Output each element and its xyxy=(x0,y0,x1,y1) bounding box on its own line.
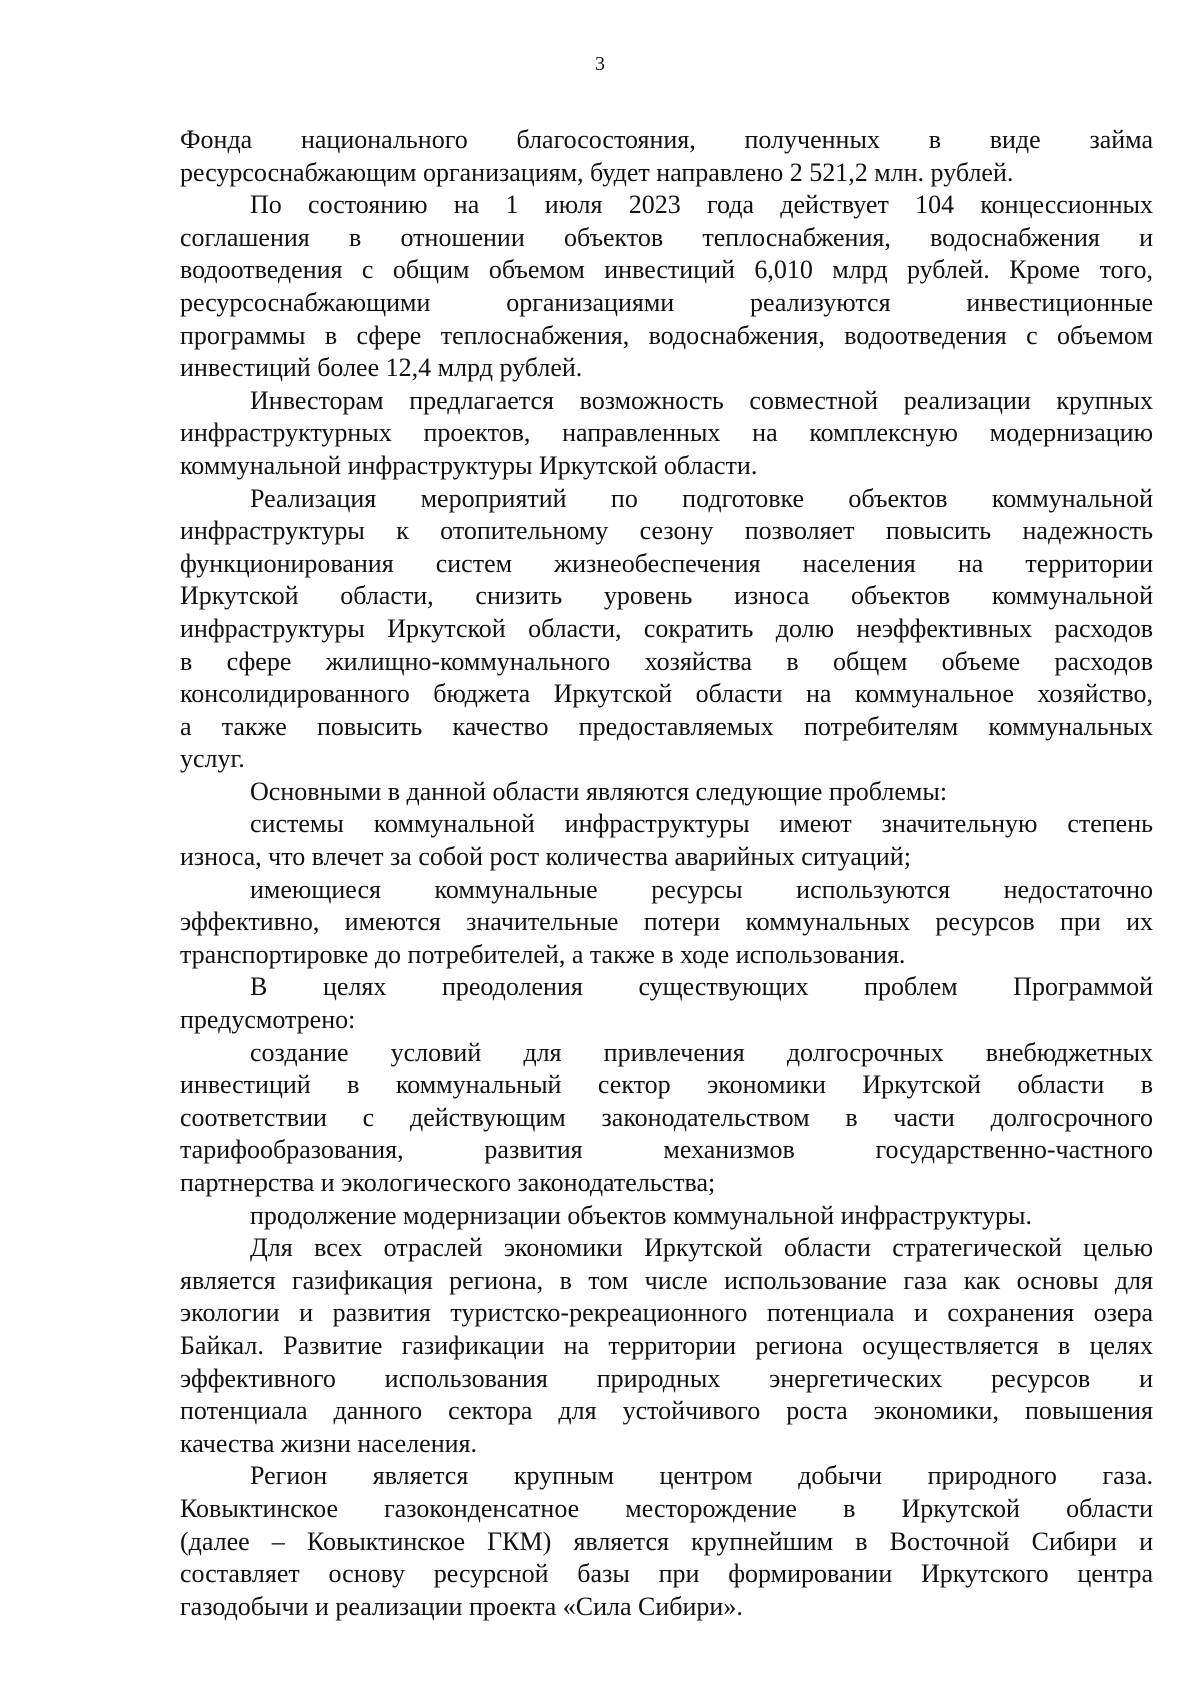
paragraph-line: потенциала данного сектора для устойчивого роста экономики, повышения xyxy=(180,1396,1153,1426)
paragraph-line: Байкал. Развитие газификации на территории региона осуществляется в целях xyxy=(180,1330,1153,1360)
paragraph-line: а также повысить качество предоставляемых потребителям коммунальных xyxy=(180,711,1153,741)
paragraph-line: экологии и развития туристско-рекреационного потенциала и сохранения озера xyxy=(180,1298,1153,1328)
paragraph-line: (далее – Ковыктинское ГКМ) является крупнейшим в Восточной Сибири и xyxy=(180,1526,1153,1556)
paragraph-line: соответствии с действующим законодательством в части долгосрочного xyxy=(180,1102,1153,1132)
paragraph-line: Инвесторам предлагается возможность совместной реализации крупных xyxy=(250,385,1153,415)
paragraph-line: эффективного использования природных энергетических ресурсов и xyxy=(180,1363,1153,1393)
paragraph-line: партнерства и экологического законодательства; xyxy=(180,1168,716,1197)
paragraph-line: Основными в данной области являются следующие проблемы: xyxy=(250,776,948,806)
paragraph-line: качества жизни населения. xyxy=(180,1428,478,1458)
paragraph-line: в сфере жилищно-коммунального хозяйства в общем объеме расходов xyxy=(180,646,1153,676)
paragraph-line: водоотведения с общим объемом инвестиций 6,010 млрд рублей. Кроме того, xyxy=(180,255,1153,285)
paragraph-line: коммунальной инфраструктуры Иркутской области. xyxy=(180,450,758,480)
paragraph xyxy=(180,483,1153,776)
paragraph-line: инфраструктуры Иркутской области, сократить долю неэффективных расходов xyxy=(180,613,1153,643)
paragraph-line: газодобычи и реализации проекта «Сила Сибири». xyxy=(180,1591,743,1621)
paragraph-line: Фонда национального благосостояния, полученных в виде займа xyxy=(180,125,1153,154)
paragraph-line: продолжение модернизации объектов коммунальной инфраструктуры. xyxy=(250,1200,1032,1230)
paragraph-line: услуг. xyxy=(180,744,245,774)
paragraph xyxy=(180,971,1153,1036)
paragraph-line: имеющиеся коммунальные ресурсы используются недостаточно xyxy=(250,874,1153,904)
paragraph-line: системы коммунальной инфраструктуры имеют значительную степень xyxy=(250,809,1153,839)
paragraph-line: транспортировке до потребителей, а также в ходе использования. xyxy=(180,939,906,969)
paragraph xyxy=(180,874,1153,972)
paragraph-line: функционирования систем жизнеобеспечения населения на территории xyxy=(180,548,1153,578)
document-body xyxy=(180,124,1153,1623)
paragraph-line: износа, что влечет за собой рост количества аварийных ситуаций; xyxy=(180,842,911,872)
paragraph xyxy=(180,1460,1153,1623)
paragraph-line: инвестиций более 12,4 млрд рублей. xyxy=(180,353,583,383)
paragraph-line: Регион является крупным центром добычи природного газа. xyxy=(250,1461,1153,1491)
paragraph-line: составляет основу ресурсной базы при формировании Иркутского центра xyxy=(180,1559,1153,1589)
paragraph xyxy=(180,808,1153,873)
paragraph xyxy=(180,1037,1153,1200)
paragraph-line: Иркутской области, снизить уровень износа объектов коммунальной xyxy=(180,581,1153,611)
paragraph xyxy=(180,124,1153,189)
paragraph-line: программы в сфере теплоснабжения, водоснабжения, водоотведения с объемом xyxy=(180,320,1153,350)
paragraph-line: ресурсоснабжающим организациям, будет направлено 2 521,2 млн. рублей. xyxy=(180,157,1014,187)
paragraph-line: предусмотрено: xyxy=(180,1005,356,1035)
paragraph xyxy=(180,776,1153,809)
paragraph-line: консолидированного бюджета Иркутской области на коммунальное хозяйство, xyxy=(180,679,1153,709)
paragraph-line: соглашения в отношении объектов теплоснабжения, водоснабжения и xyxy=(180,222,1153,252)
paragraph-line: Реализация мероприятий по подготовке объектов коммунальной xyxy=(250,483,1153,513)
paragraph-line: ресурсоснабжающими организациями реализуются инвестиционные xyxy=(180,287,1153,317)
paragraph-line: создание условий для привлечения долгосрочных внебюджетных xyxy=(250,1037,1153,1067)
paragraph-line: Ковыктинское газоконденсатное месторождение в Иркутской области xyxy=(180,1493,1153,1523)
paragraph-line: инфраструктуры к отопительному сезону позволяет повысить надежность xyxy=(180,516,1153,546)
paragraph-line: эффективно, имеются значительные потери коммунальных ресурсов при их xyxy=(180,907,1153,937)
paragraph xyxy=(180,189,1153,385)
paragraph-line: В целях преодоления существующих проблем Программой xyxy=(250,972,1153,1002)
paragraph-line: инвестиций в коммунальный сектор экономики Иркутской области в xyxy=(180,1070,1153,1100)
paragraph xyxy=(180,1200,1153,1233)
paragraph xyxy=(180,385,1153,483)
paragraph-line: По состоянию на 1 июля 2023 года действует 104 концессионных xyxy=(250,190,1153,220)
paragraph-line: инфраструктурных проектов, направленных на комплексную модернизацию xyxy=(180,418,1153,448)
paragraph-line: является газификация региона, в том числе использование газа как основы для xyxy=(180,1265,1153,1295)
page-number: 3 xyxy=(595,53,605,75)
paragraph-line: тарифообразования, развития механизмов государственно-частного xyxy=(180,1135,1153,1165)
paragraph xyxy=(180,1232,1153,1460)
paragraph-line: Для всех отраслей экономики Иркутской области стратегической целью xyxy=(250,1233,1153,1263)
